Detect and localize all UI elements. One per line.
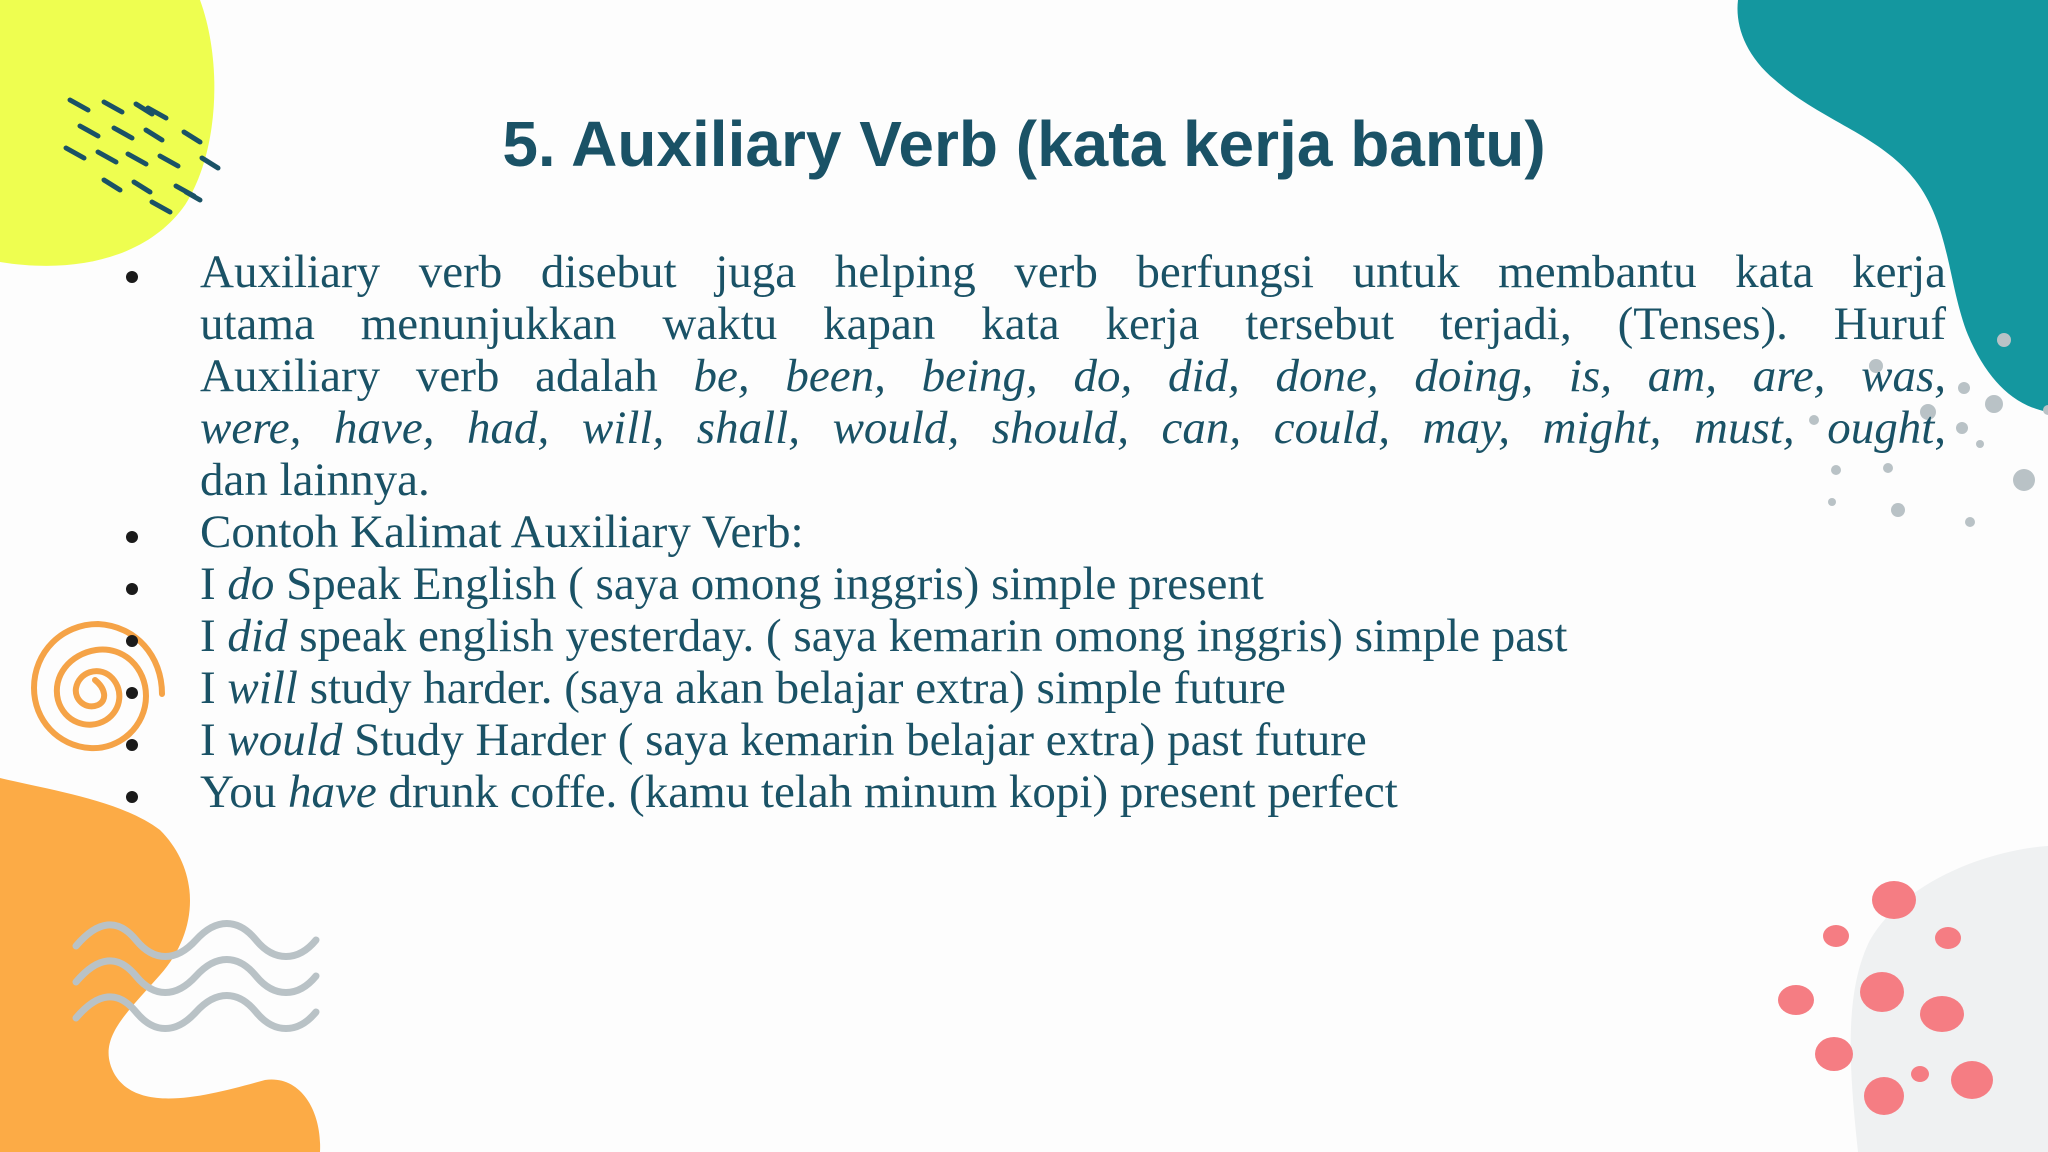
example-rest: speak english yesterday. ( saya kemarin omong inggris) simple past xyxy=(287,610,1568,662)
bullet-dot-icon xyxy=(126,791,138,803)
example-item xyxy=(126,766,1946,818)
intro-line xyxy=(200,402,1946,454)
example-item xyxy=(126,610,1946,662)
example-item xyxy=(126,714,1946,766)
auxiliary-verb-list: were, have, had, will, shall, would, should, can, could, may, might, must, ought xyxy=(200,402,1935,454)
example-rest: Speak English ( saya omong inggris) simple present xyxy=(274,558,1264,610)
example-auxiliary: have xyxy=(288,766,377,818)
intro-line: Auxiliary verb disebut juga helping verb berfungsi untuk membantu kata kerja xyxy=(200,246,1946,298)
slide-title: 5. Auxiliary Verb (kata kerja bantu) xyxy=(502,108,1546,180)
intro-line: dan lainnya. xyxy=(200,454,430,506)
intro-paragraph xyxy=(200,246,1946,506)
example-subject: I xyxy=(200,714,228,766)
example-subject: I xyxy=(200,610,228,662)
bullet-dot-icon xyxy=(126,687,138,699)
intro-line: utama menunjukkan waktu kapan kata kerja tersebut terjadi, (Tenses). Huruf xyxy=(200,298,1946,350)
example-auxiliary: would xyxy=(227,714,343,766)
intro-line-plain: , xyxy=(1934,402,1946,454)
bullet-dot-icon xyxy=(126,739,138,751)
bullet-dot-icon xyxy=(126,531,138,543)
orange-blob xyxy=(0,778,320,1152)
example-auxiliary: did xyxy=(227,610,288,662)
bullet-list xyxy=(126,246,1946,818)
list-item xyxy=(126,506,1946,558)
example-rest: Study Harder ( saya kemarin belajar extra) past future xyxy=(342,714,1367,766)
example-auxiliary: do xyxy=(227,558,275,610)
example-auxiliary: will xyxy=(227,662,298,714)
intro-line xyxy=(200,350,1946,402)
example-subject: I xyxy=(200,662,228,714)
example-item xyxy=(126,662,1946,714)
bullet-dot-icon xyxy=(126,583,138,595)
contoh-heading: Contoh Kalimat Auxiliary Verb: xyxy=(200,506,804,558)
bullet-dot-icon xyxy=(126,271,138,283)
example-item xyxy=(126,558,1946,610)
example-subject: I xyxy=(200,558,228,610)
auxiliary-verb-list: be, been, being, do, did, done, doing, is, am, are, was, xyxy=(693,350,1946,402)
example-subject: You xyxy=(200,766,288,818)
list-item xyxy=(126,246,1946,506)
intro-line-plain: Auxiliary verb adalah xyxy=(200,350,694,402)
example-rest: study harder. (saya akan belajar extra) simple future xyxy=(297,662,1286,714)
example-rest: drunk coffe. (kamu telah minum kopi) present perfect xyxy=(376,766,1398,818)
bullet-dot-icon xyxy=(126,635,138,647)
